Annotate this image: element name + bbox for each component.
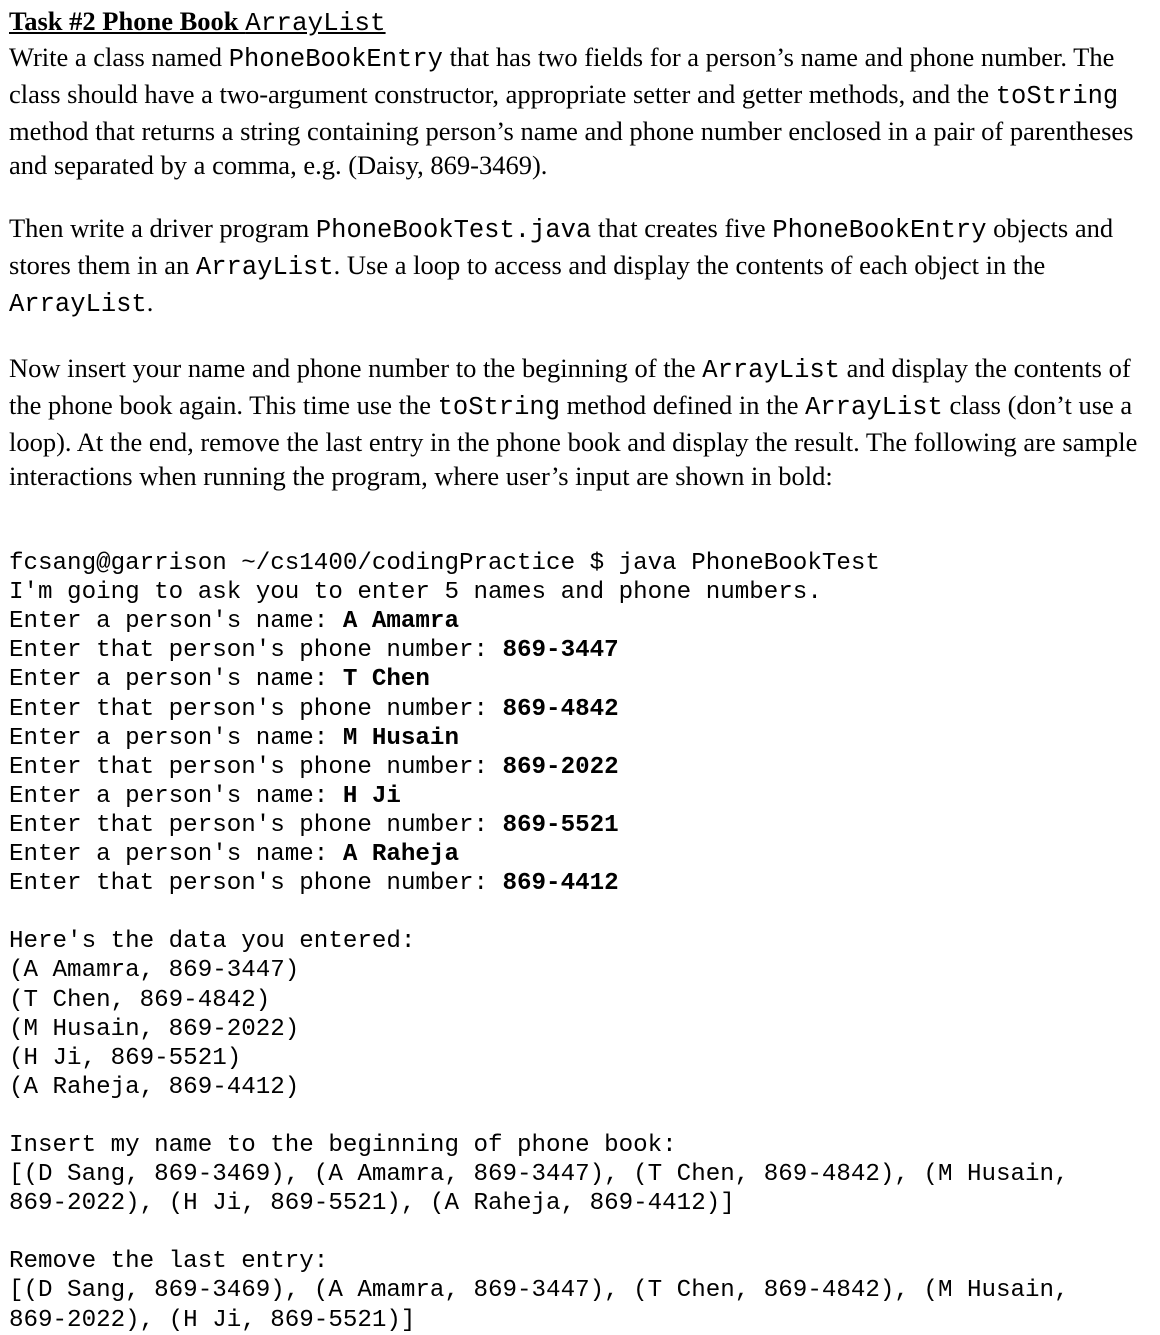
- console-entry-line: (T Chen, 869-4842): [9, 986, 271, 1014]
- text: Now insert your name and phone number to the beginning of the: [9, 353, 703, 383]
- text: method that returns a string containing person’s name and phone number enclosed in a pair of parentheses and separated by a comma, e.g. (Daisy, 869-3469).: [9, 116, 1134, 180]
- code-term: ArrayList: [195, 253, 334, 282]
- code-term: ArrayList: [9, 290, 147, 319]
- paragraph-insert-remove: [9, 351, 1157, 493]
- console-remove-result: [(D Sang, 869-3469), (A Amamra, 869-3447), (T Chen, 869-4842), (M Husain,: [9, 1277, 1069, 1305]
- user-input-phone: 869-4412: [502, 870, 619, 898]
- code-term: ArrayList: [805, 393, 943, 422]
- console-entry-line: (M Husain, 869-2022): [9, 1015, 300, 1043]
- console-input-line: [9, 636, 1157, 665]
- console-input-line: [9, 665, 1157, 694]
- console-entry-line: (A Raheja, 869-4412): [9, 1073, 300, 1101]
- console-input-line: [9, 782, 1157, 811]
- code-term: toString: [995, 82, 1119, 111]
- user-input-phone: 869-4842: [502, 695, 619, 723]
- text: method defined in the: [560, 390, 806, 420]
- document-page: [9, 4, 1157, 1335]
- text: that has two fields for a person’s name and phone number. The class should have a two-argument constructor, appropriate setter and getter methods, and the: [9, 42, 1115, 109]
- task-title: Task #2 Phone Book: [9, 6, 246, 36]
- text: . Use a loop to access and display the contents of each object in the: [333, 250, 1046, 280]
- spacer: [9, 493, 1157, 520]
- console-entry-line: (A Amamra, 869-3447): [9, 957, 300, 985]
- paragraph-driver-program: [9, 211, 1157, 322]
- text: that creates five: [591, 213, 773, 243]
- sample-console-output: [9, 520, 1157, 1335]
- console-input-line: [9, 840, 1157, 869]
- console-input-line: [9, 869, 1157, 898]
- console-blank-line: [9, 1102, 1157, 1131]
- phone-prompt: Enter that person's phone number:: [9, 811, 503, 839]
- console-input-line: [9, 753, 1157, 782]
- user-input-name: T Chen: [342, 666, 430, 694]
- phone-prompt: Enter that person's phone number:: [9, 870, 503, 898]
- code-term: ArrayList: [702, 356, 840, 385]
- code-term: PhoneBookEntry: [228, 45, 443, 74]
- name-prompt: Enter a person's name:: [9, 782, 343, 810]
- user-input-phone: 869-3447: [502, 637, 619, 665]
- code-term: PhoneBookTest.java: [315, 216, 592, 245]
- code-term: PhoneBookEntry: [772, 216, 987, 245]
- text: and display the contents of the phone book again. This time use the: [9, 353, 1131, 420]
- paragraph-class-description: [9, 40, 1157, 182]
- console-input-line: [9, 607, 1157, 636]
- text: objects and stores them in an: [9, 213, 1114, 280]
- phone-prompt: Enter that person's phone number:: [9, 695, 503, 723]
- user-input-name: M Husain: [342, 724, 459, 752]
- task-heading: [9, 4, 1157, 40]
- text: Write a class named: [9, 42, 229, 72]
- name-prompt: Enter a person's name:: [9, 841, 343, 869]
- console-command-line: fcsang@garrison ~/cs1400/codingPractice $ java PhoneBookTest: [9, 550, 880, 578]
- user-input-name: A Amamra: [342, 608, 459, 636]
- text: class (don’t use a loop). At the end, remove the last entry in the phone book and display the result. The following are sample interactions when running the program, where user’s input are shown in bold:: [9, 390, 1138, 491]
- spacer: [9, 182, 1157, 211]
- console-intro-line: I'm going to ask you to enter 5 names and phone numbers.: [9, 579, 822, 607]
- phone-prompt: Enter that person's phone number:: [9, 637, 503, 665]
- console-input-line: [9, 811, 1157, 840]
- console-entry-line: (H Ji, 869-5521): [9, 1044, 242, 1072]
- console-blank-line: [9, 1218, 1157, 1247]
- console-remove-header: Remove the last entry:: [9, 1248, 329, 1276]
- name-prompt: Enter a person's name:: [9, 724, 343, 752]
- phone-prompt: Enter that person's phone number:: [9, 753, 503, 781]
- text: .: [146, 287, 154, 317]
- name-prompt: Enter a person's name:: [9, 666, 343, 694]
- spacer: [9, 322, 1157, 351]
- console-remove-result: 869-2022), (H Ji, 869-5521)]: [9, 1306, 416, 1334]
- task-title-class: ArrayList: [245, 8, 386, 38]
- console-insert-result: [(D Sang, 869-3469), (A Amamra, 869-3447), (T Chen, 869-4842), (M Husain,: [9, 1161, 1069, 1189]
- console-insert-header: Insert my name to the beginning of phone book:: [9, 1131, 677, 1159]
- console-input-line: [9, 695, 1157, 724]
- user-input-name: H Ji: [342, 782, 401, 810]
- user-input-phone: 869-5521: [502, 811, 619, 839]
- console-data-header: Here's the data you entered:: [9, 928, 416, 956]
- name-prompt: Enter a person's name:: [9, 608, 343, 636]
- console-input-line: [9, 724, 1157, 753]
- user-input-phone: 869-2022: [502, 753, 619, 781]
- user-input-name: A Raheja: [342, 841, 459, 869]
- code-term: toString: [437, 393, 561, 422]
- text: Then write a driver program: [9, 213, 316, 243]
- console-insert-result: 869-2022), (H Ji, 869-5521), (A Raheja, 869-4412)]: [9, 1190, 735, 1218]
- console-blank-line: [9, 898, 1157, 927]
